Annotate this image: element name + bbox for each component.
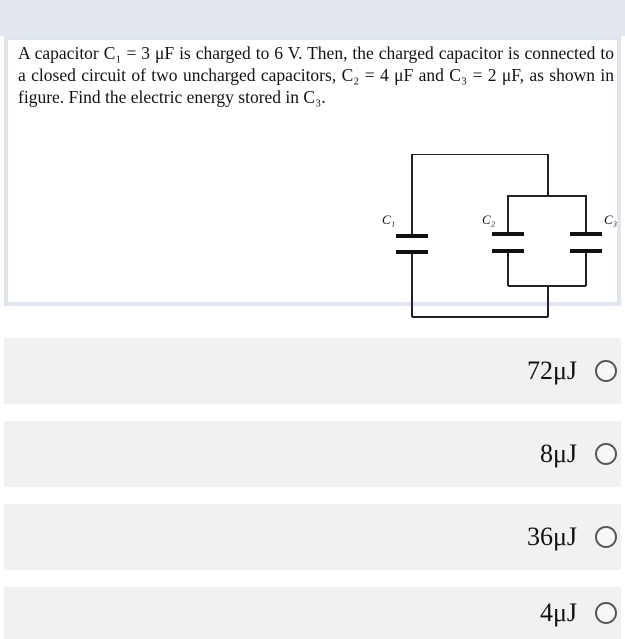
question-card: [4, 36, 621, 306]
option-4-label: 4μJ: [539, 598, 577, 627]
c1-plates: [396, 234, 428, 254]
radio-circle-icon[interactable]: [595, 602, 617, 624]
c2-plates: [492, 232, 524, 253]
option-3-label: 36μJ: [526, 522, 577, 551]
option-3[interactable]: [4, 504, 621, 570]
option-2-label: 8μJ: [539, 439, 577, 468]
option-1-label: 72μJ: [526, 356, 577, 385]
option-4[interactable]: [4, 587, 621, 639]
radio-circle-icon[interactable]: [595, 443, 617, 465]
top-band: [0, 0, 625, 36]
c3-label: C₃: [604, 212, 618, 227]
c3-plates: [570, 232, 602, 253]
option-2[interactable]: [4, 421, 621, 487]
option-1[interactable]: [4, 338, 621, 404]
question-text: A capacitor C₁ = 3 μF is charged to 6 V. Then, the charged capacitor is connected to a closed circuit of two uncharged capacitors, C₂ = 4 μF and C₃ = 2 μF, as shown in figure. Find the electric energy stored in C₃.: [18, 43, 614, 107]
c2-label: C₂: [482, 212, 496, 227]
circuit-diagram: [368, 154, 618, 334]
radio-circle-icon[interactable]: [595, 526, 617, 548]
c1-label: C₁: [382, 212, 396, 227]
radio-circle-icon[interactable]: [595, 360, 617, 382]
